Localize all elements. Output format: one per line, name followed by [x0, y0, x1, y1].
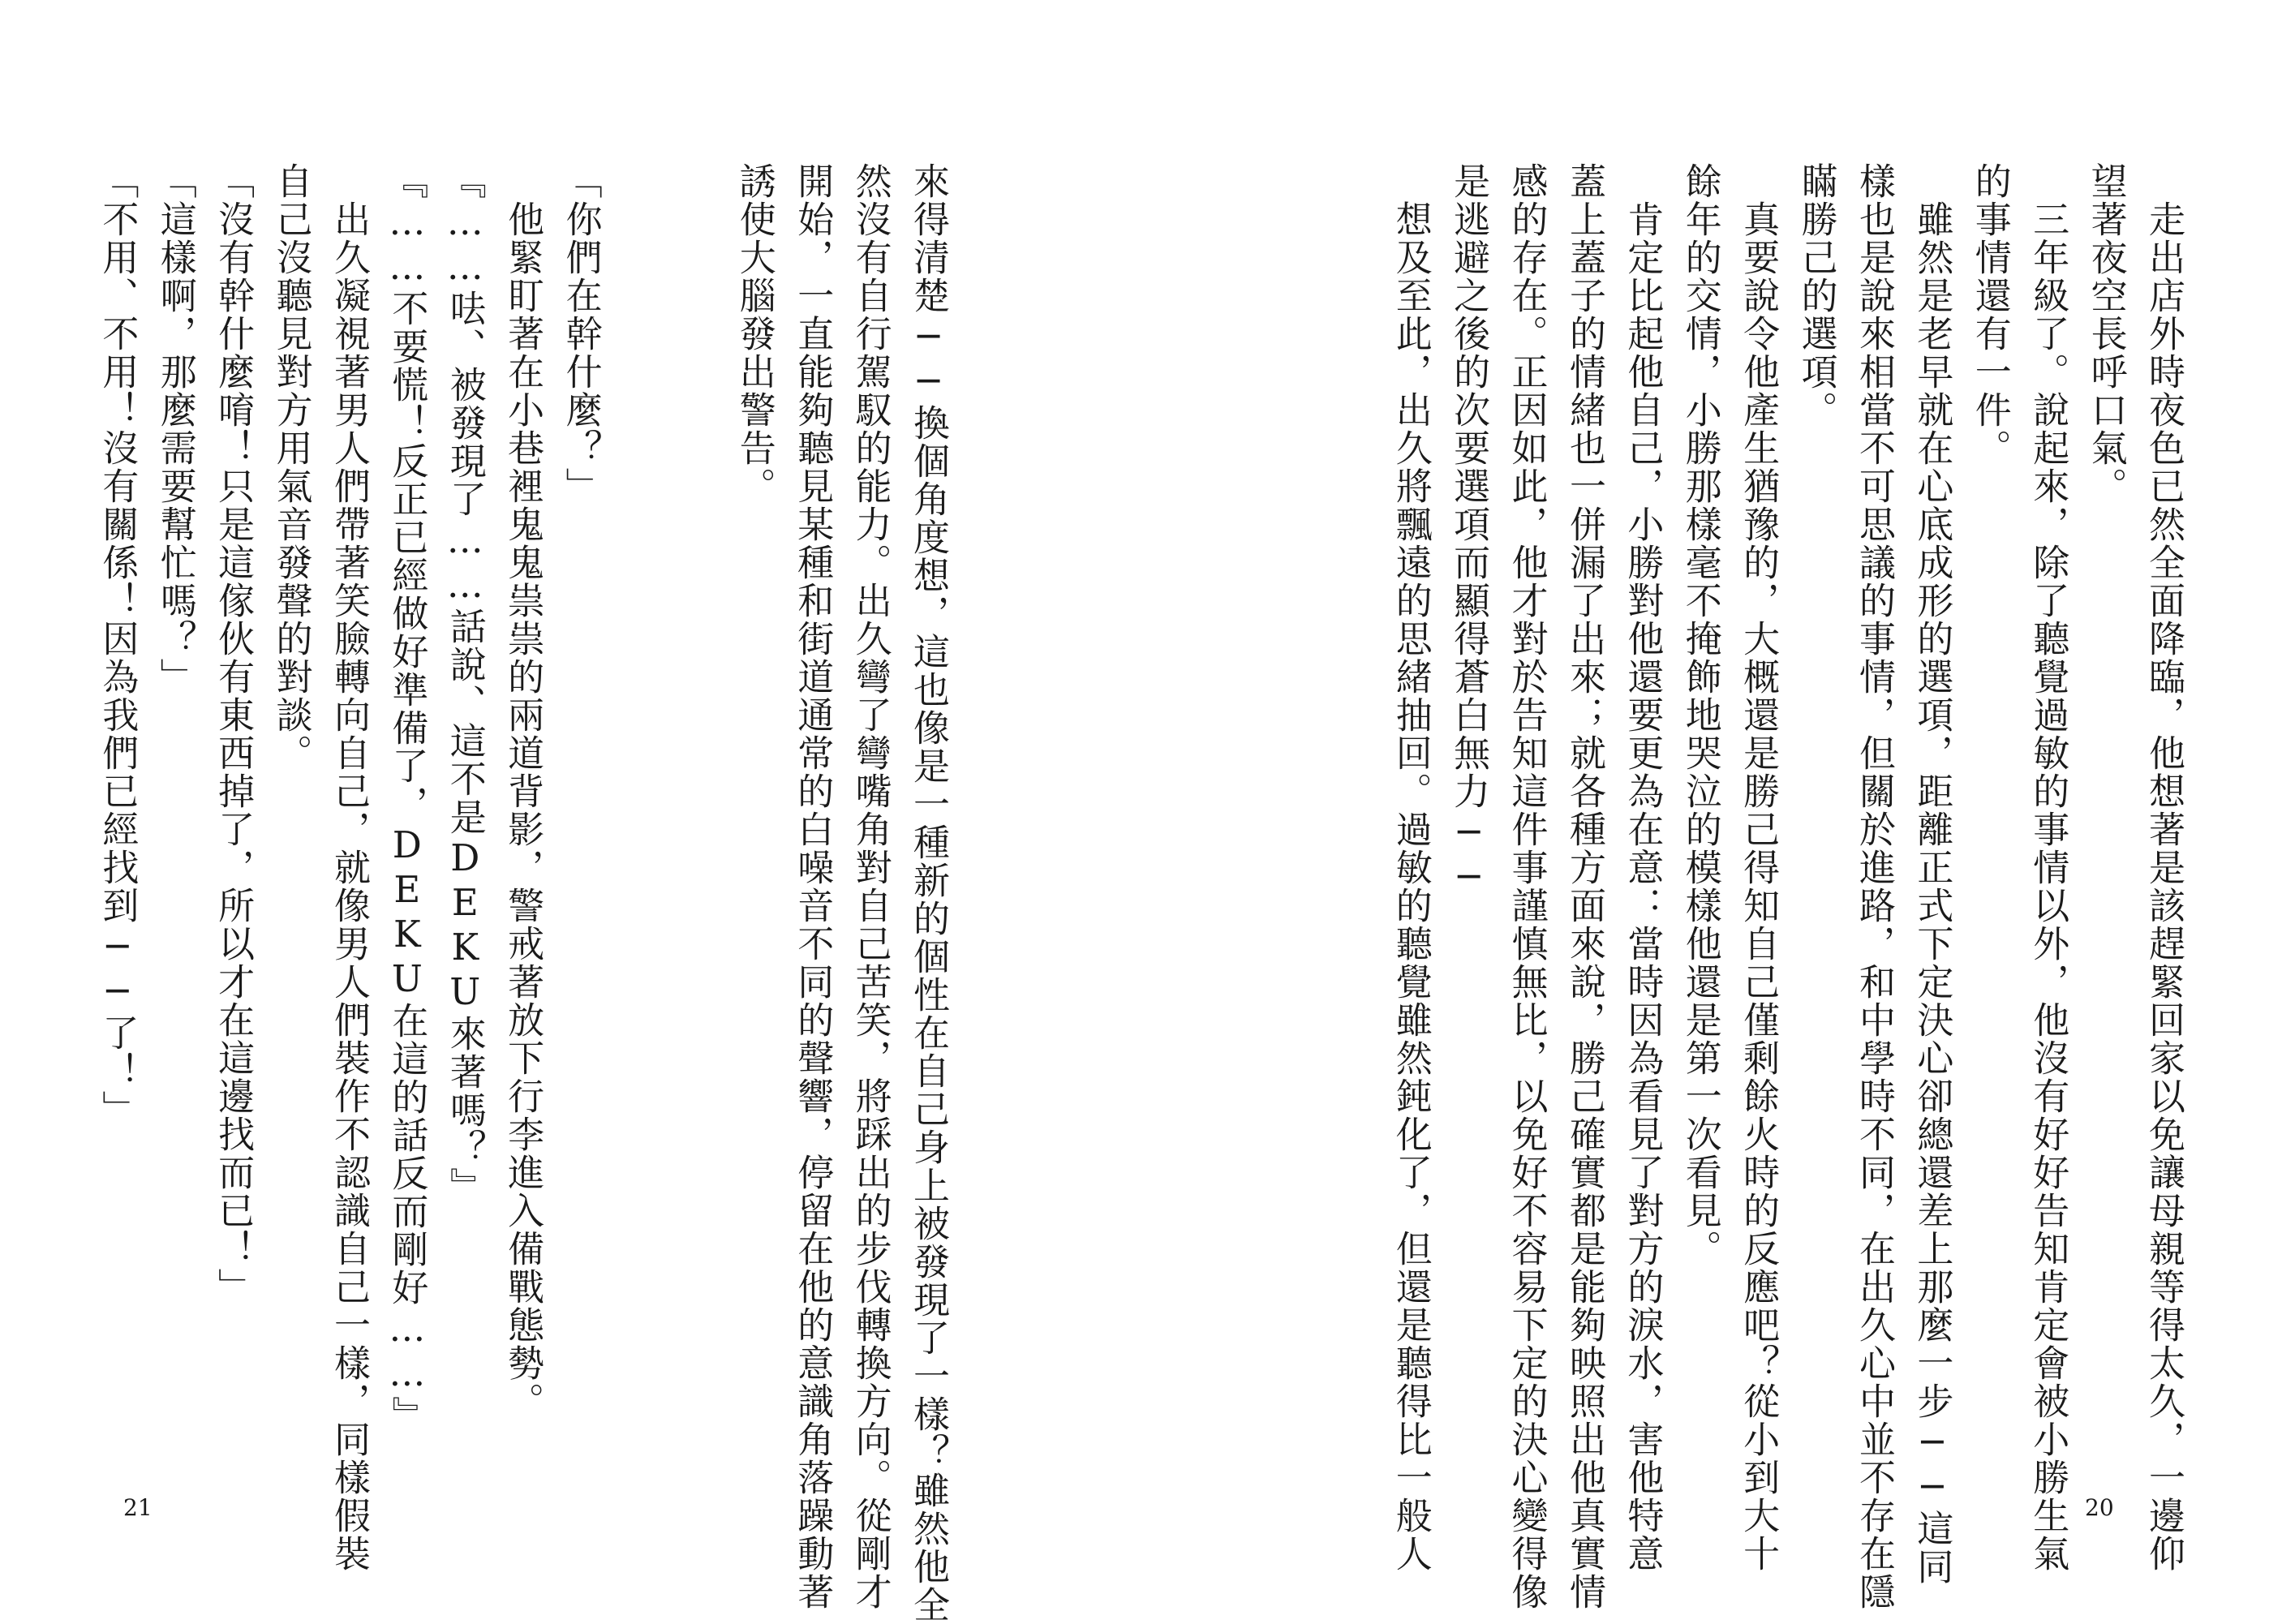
text-line: 瞞勝己的選項。 [1794, 162, 1838, 429]
text-line: 感的存在。正因如此，他才對於告知這件事謹慎無比，以免好不容易下定的決心變得像 [1505, 162, 1549, 1611]
text-line: 三年級了。說起來，除了聽覺過敏的事情以外，他沒有好好告知肯定會被小勝生氣 [2026, 162, 2070, 1573]
text-line: 「這樣啊，那麼需要幫忙嗎？」 [153, 162, 197, 696]
text-line: 『……呿、被發現了……話說、這不是DEKU來著嗎？』 [443, 162, 487, 1205]
text-line: 出久凝視著男人們帶著笑臉轉向自己，就像男人們裝作不認識自己一樣，同樣假裝 [327, 162, 371, 1573]
right-page [1141, 0, 2282, 1622]
left-page-number: 21 [123, 1494, 153, 1521]
text-line: 來得清楚──換個角度想，這也像是一種新的個性在自己身上被發現了一樣？雖然他全 [907, 162, 950, 1624]
text-line: 蓋上蓋子的情緒也一併漏了出來；就各種方面來說，勝己確實都是能夠映照出他真實情 [1562, 162, 1606, 1611]
text-line: 他緊盯著在小巷裡鬼鬼祟祟的兩道背影，警戒著放下行李進入備戰態勢。 [501, 162, 545, 1420]
text-line: 誘使大腦發出警告。 [733, 162, 776, 505]
text-line: 樣也是說來相當不可思議的事情，但關於進路，和中學時不同，在出久心中並不存在隱 [1852, 162, 1896, 1611]
text-line: 「不用、不用！沒有關係！因為我們已經找到──了！」 [96, 162, 140, 1128]
text-line: 餘年的交情，小勝那樣毫不掩飾地哭泣的模樣他還是第一次看見。 [1678, 162, 1722, 1268]
left-page [0, 0, 1141, 1622]
text-line: 「沒有幹什麼唷！只是這傢伙有東西掉了，所以才在這邊找而已！」 [212, 162, 256, 1306]
text-line: 真要說令他產生猶豫的，大概還是勝己得知自己僅剩餘火時的反應吧？從小到大十 [1737, 162, 1781, 1573]
text-line: 走出店外時夜色已然全面降臨，他想著是該趕緊回家以免讓母親等得太久，一邊仰 [2142, 162, 2185, 1573]
text-line: 然沒有自行駕馭的能力。出久彎了彎嘴角對自己苦笑，將踩出的步伐轉換方向。從剛才 [849, 162, 892, 1611]
text-line: 想及至此，出久將飄遠的思緒抽回。過敏的聽覺雖然鈍化了，但還是聽得比一般人 [1389, 162, 1433, 1573]
text-line: 的事情還有一件。 [1968, 162, 2012, 467]
text-line: 是逃避之後的次要選項而顯得蒼白無力── [1447, 162, 1491, 900]
text-line: 自己沒聽見對方用氣音發聲的對談。 [269, 162, 313, 772]
text-line: 『……不要慌！反正已經做好準備了，DEKU在這的話反而剛好……』 [385, 162, 429, 1434]
text-line: 肯定比起他自己，小勝對他還要更為在意：當時因為看見了對方的淚水，害他特意 [1621, 162, 1665, 1573]
right-page-number: 20 [2085, 1494, 2114, 1521]
text-line: 雖然是老早就在心底成形的選項，距離正式下定決心卻總還差上那麼一步──這同 [1910, 162, 1954, 1586]
text-line: 望著夜空長呼口氣。 [2084, 162, 2128, 505]
text-line: 開始，一直能夠聽見某種和街道通常的白噪音不同的聲響，停留在他的意識角落躁動著 [791, 162, 835, 1611]
text-line: 「你們在幹什麼？」 [559, 162, 603, 505]
